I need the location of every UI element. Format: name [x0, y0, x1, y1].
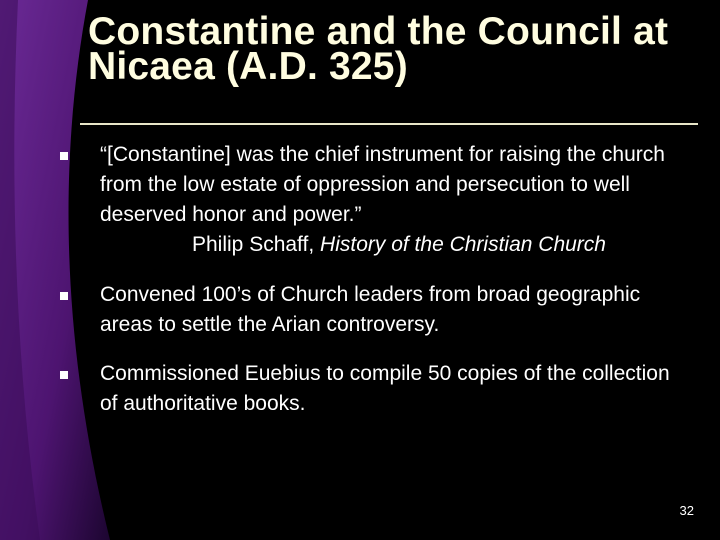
- bullet-square-icon: [60, 371, 68, 379]
- bullet-text: Commissioned Euebius to compile 50 copies of the collection of authoritative books.: [100, 362, 670, 415]
- bullet-item-commissioned: [60, 359, 690, 419]
- slide-page-number: 32: [679, 503, 694, 518]
- bullet-text: “[Constantine] was the chief instrument for raising the church from the low estate of oppression and persecution to well deserved honor and power.”: [100, 143, 665, 226]
- attribution-work-title: History of the Christian Church: [320, 233, 606, 256]
- slide-title: Constantine and the Council at Nicaea (A.D. 325): [88, 10, 669, 88]
- bullet-item-convened: [60, 280, 690, 340]
- bullet-square-icon: [60, 152, 68, 160]
- bullet-square-icon: [60, 292, 68, 300]
- bullet-item-quote: [60, 140, 690, 260]
- title-underline: [80, 123, 698, 125]
- attribution-author: Philip Schaff,: [192, 233, 321, 256]
- bullet-text: Convened 100’s of Church leaders from broad geographic areas to settle the Arian controversy.: [100, 283, 641, 336]
- quote-attribution: [100, 230, 690, 260]
